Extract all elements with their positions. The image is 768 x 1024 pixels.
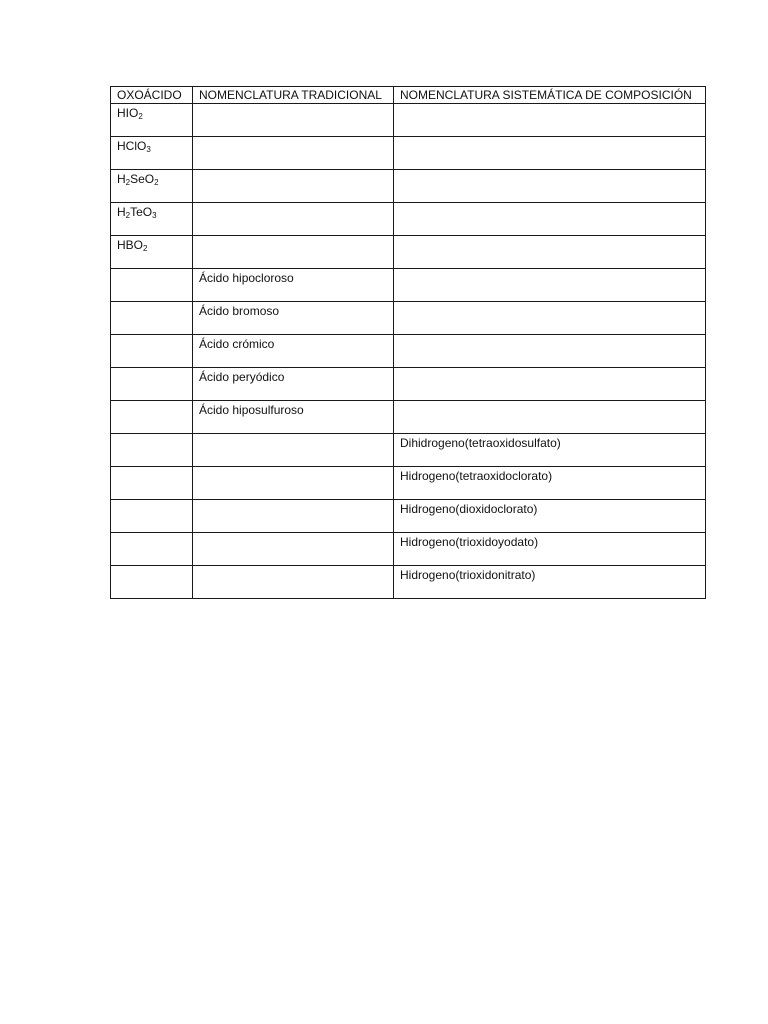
cell-nomenclatura-sistematica <box>394 170 706 203</box>
cell-nomenclatura-sistematica: Hidrogeno(trioxidonitrato) <box>394 566 706 599</box>
cell-oxoacido <box>111 533 193 566</box>
header-nomenclatura-tradicional: NOMENCLATURA TRADICIONAL <box>193 87 394 104</box>
cell-oxoacido <box>111 137 193 170</box>
table-row <box>111 137 706 170</box>
table-row <box>111 269 706 302</box>
cell-nomenclatura-tradicional <box>193 137 394 170</box>
table-row <box>111 500 706 533</box>
cell-nomenclatura-tradicional: Ácido peryódico <box>193 368 394 401</box>
table-row <box>111 104 706 137</box>
cell-oxoacido <box>111 335 193 368</box>
table-row <box>111 335 706 368</box>
table-row <box>111 203 706 236</box>
formula-text: HBO <box>117 238 144 252</box>
cell-nomenclatura-sistematica <box>394 104 706 137</box>
cell-nomenclatura-sistematica <box>394 401 706 434</box>
formula-subscript: 2 <box>143 244 148 253</box>
cell-oxoacido <box>111 203 193 236</box>
cell-nomenclatura-sistematica <box>394 269 706 302</box>
cell-nomenclatura-sistematica: Hidrogeno(tetraoxidoclorato) <box>394 467 706 500</box>
cell-nomenclatura-sistematica <box>394 137 706 170</box>
cell-nomenclatura-sistematica <box>394 203 706 236</box>
cell-nomenclatura-tradicional <box>193 236 394 269</box>
cell-nomenclatura-tradicional <box>193 104 394 137</box>
cell-nomenclatura-tradicional: Ácido hiposulfuroso <box>193 401 394 434</box>
formula-text: HClO <box>117 139 147 153</box>
cell-nomenclatura-tradicional <box>193 500 394 533</box>
formula-subscript: 2 <box>138 112 143 121</box>
cell-nomenclatura-tradicional <box>193 203 394 236</box>
cell-nomenclatura-tradicional <box>193 566 394 599</box>
cell-oxoacido <box>111 236 193 269</box>
formula-text: SeO <box>130 172 155 186</box>
formula-text: HIO <box>117 106 139 120</box>
formula-subscript: 2 <box>154 178 159 187</box>
cell-oxoacido <box>111 467 193 500</box>
cell-oxoacido <box>111 434 193 467</box>
table-row <box>111 434 706 467</box>
cell-oxoacido <box>111 566 193 599</box>
cell-oxoacido <box>111 500 193 533</box>
cell-nomenclatura-sistematica <box>394 236 706 269</box>
cell-oxoacido <box>111 368 193 401</box>
cell-nomenclatura-tradicional <box>193 467 394 500</box>
nomenclature-table <box>110 86 706 599</box>
cell-nomenclatura-tradicional <box>193 533 394 566</box>
cell-nomenclatura-tradicional <box>193 170 394 203</box>
cell-nomenclatura-sistematica <box>394 302 706 335</box>
cell-nomenclatura-sistematica <box>394 335 706 368</box>
header-nomenclatura-sistematica: NOMENCLATURA SISTEMÁTICA DE COMPOSICIÓN <box>394 87 706 104</box>
table-row <box>111 566 706 599</box>
formula-text: H <box>117 172 126 186</box>
cell-oxoacido <box>111 104 193 137</box>
table-row <box>111 467 706 500</box>
table-row <box>111 302 706 335</box>
formula-subscript: 3 <box>152 211 157 220</box>
cell-oxoacido <box>111 170 193 203</box>
cell-nomenclatura-sistematica: Dihidrogeno(tetraoxidosulfato) <box>394 434 706 467</box>
header-oxoacido: OXOÁCIDO <box>111 87 193 104</box>
cell-nomenclatura-tradicional: Ácido hipocloroso <box>193 269 394 302</box>
table-header-row <box>111 87 706 104</box>
formula-subscript: 2 <box>125 178 131 187</box>
cell-nomenclatura-tradicional: Ácido crómico <box>193 335 394 368</box>
cell-nomenclatura-tradicional <box>193 434 394 467</box>
formula-subscript: 2 <box>125 211 131 220</box>
cell-oxoacido <box>111 401 193 434</box>
cell-nomenclatura-sistematica: Hidrogeno(trioxidoyodato) <box>394 533 706 566</box>
table-row <box>111 533 706 566</box>
table-row <box>111 170 706 203</box>
table-row <box>111 401 706 434</box>
cell-nomenclatura-sistematica: Hidrogeno(dioxidoclorato) <box>394 500 706 533</box>
cell-nomenclatura-tradicional: Ácido bromoso <box>193 302 394 335</box>
cell-nomenclatura-sistematica <box>394 368 706 401</box>
cell-oxoacido <box>111 302 193 335</box>
formula-text: TeO <box>130 205 153 219</box>
formula-text: H <box>117 205 126 219</box>
table-row <box>111 368 706 401</box>
cell-oxoacido <box>111 269 193 302</box>
table-body <box>111 104 706 599</box>
formula-subscript: 3 <box>146 145 151 154</box>
table-row <box>111 236 706 269</box>
